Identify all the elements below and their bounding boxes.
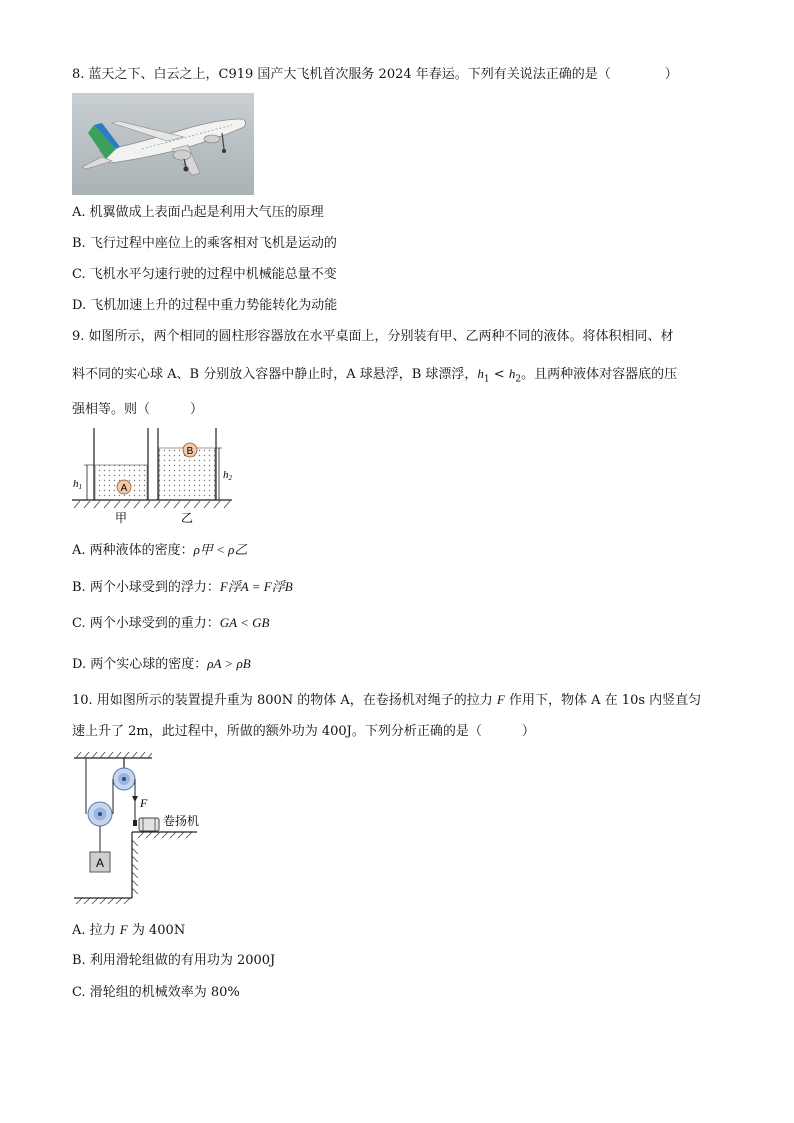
q9-option-a: A. 两种液体的密度：ρ甲 < ρ乙: [72, 542, 248, 558]
ball-a-label: A: [120, 483, 128, 494]
q10-stem-line1: 10. 用如图所示的装置提升重为 800N 的物体 A，在卷扬机对绳子的拉力 F 作用下，物体 A 在 10s 内竖直匀: [72, 692, 702, 708]
q10-stem-line2: 速上升了 2m，此过程中，所做的额外功为 400J。下列分析正确的是（ ）: [72, 724, 535, 739]
q8-option-a: A. 机翼做成上表面凸起是利用大气压的原理: [72, 205, 324, 220]
q9-stem-line3: 强相等。则（ ）: [72, 402, 204, 417]
winch-label: 卷扬机: [163, 814, 200, 828]
q9-stem-line1: 9. 如图所示，两个相同的圆柱形容器放在水平桌面上，分别装有甲、乙两种不同的液体。将体积相同、材: [72, 329, 674, 344]
q8-option-b: B. 飞行过程中座位上的乘客相对飞机是运动的: [72, 236, 337, 251]
containers-diagram: [72, 428, 242, 528]
svg-text:h1: h1: [73, 478, 82, 491]
q10-option-b: B. 利用滑轮组做的有用功为 2000J: [72, 953, 276, 968]
q9-option-b: B. 两个小球受到的浮力：F浮A = F浮B: [72, 579, 293, 595]
svg-text:h2: h2: [223, 469, 232, 482]
q9-stem-line2: 料不同的实心球 A、B 分别放入容器中静止时，A 球悬浮，B 球漂浮，$h_1 < h_2$。且两种液体对容器底的压: [72, 366, 678, 385]
q8-option-d: D. 飞机加速上升的过程中重力势能转化为动能: [72, 298, 338, 313]
q10-option-a: A. 拉力 F 为 400N: [72, 922, 186, 938]
q8-stem: 8. 蓝天之下、白云之上，C919 国产大飞机首次服务 2024 年春运。下列有关说法正确的是（ ）: [72, 67, 678, 82]
q8-option-c: C. 飞机水平匀速行驶的过程中机械能总量不变: [72, 267, 337, 282]
q10-option-c: C. 滑轮组的机械效率为 80%: [72, 985, 240, 1000]
label-jia: 甲: [114, 511, 128, 525]
q9-option-d: D. 两个实心球的密度：ρA > ρB: [72, 656, 251, 672]
label-yi: 乙: [180, 511, 194, 525]
ball-b-label: B: [186, 446, 194, 457]
block-a-label: A: [95, 856, 105, 870]
airplane-photo: [72, 93, 254, 195]
q9-option-c: C. 两个小球受到的重力：GA < GB: [72, 615, 270, 631]
force-label: F: [140, 796, 148, 810]
pulley-diagram: [72, 752, 232, 910]
